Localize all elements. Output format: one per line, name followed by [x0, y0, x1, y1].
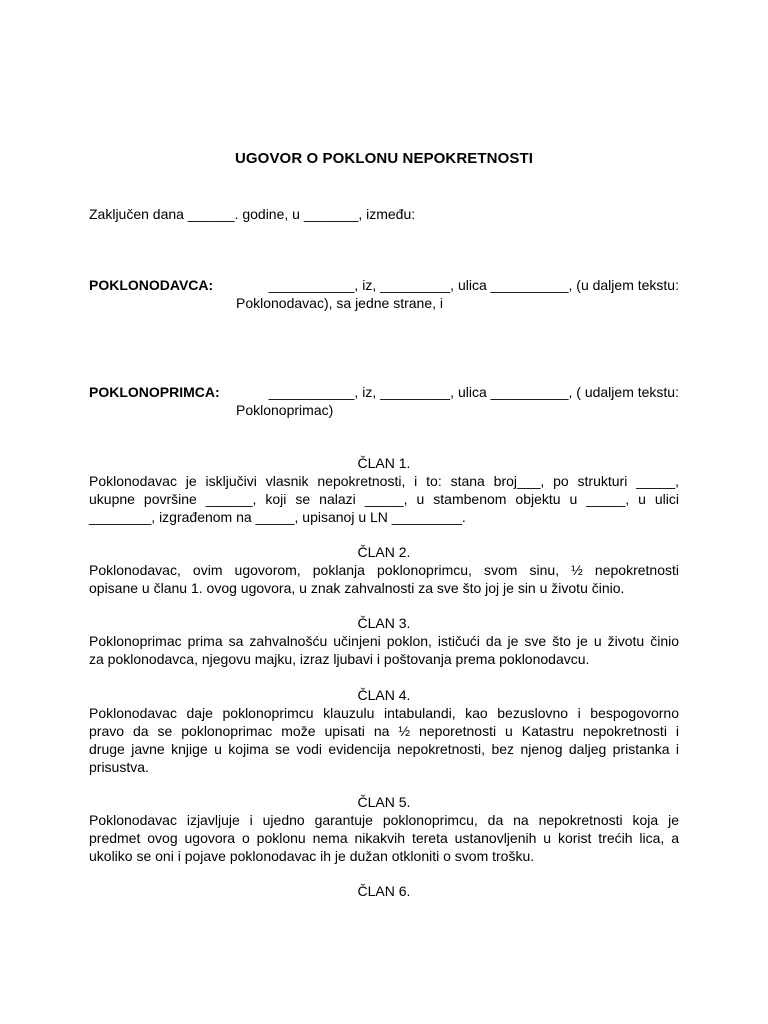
article-5-heading: ČLAN 5. [357, 794, 411, 810]
article-4-line: druge javne knjige u kojima se vodi evidencija nepokretnosti, bez njenog daljeg pristanka i [89, 741, 679, 757]
recipient-party-block [89, 383, 679, 419]
donor-continuation: Poklonodavac), sa jedne strane, i [236, 295, 444, 311]
article-3-heading: ČLAN 3. [357, 615, 411, 631]
recipient-label: POKLONOPRIMCA: [89, 384, 220, 400]
article-1-heading: ČLAN 1. [357, 455, 411, 471]
article-4-text [89, 704, 679, 776]
article-6-heading: ČLAN 6. [357, 883, 411, 899]
article-4-line: pravo da se poklonoprimac može upisati na ½ neporetnosti u Katastru nepokretnosti i [89, 723, 679, 739]
donor-party-block [89, 276, 679, 312]
document-title: UGOVOR O POKLONU NEPOKRETNOSTI [234, 150, 534, 167]
recipient-first-line [89, 383, 679, 401]
article-3-text [89, 632, 679, 668]
article-3-line: za poklonodavca, njegovu majku, izraz ljubavi i poštovanja prema poklonodavcu. [89, 651, 590, 667]
article-4-line: Poklonodavac daje poklonoprimcu klauzulu intabulandi, kao bezuslovno i bespogovorno [89, 705, 679, 721]
article-1-line: ukupne površine ______, koji se nalazi _____, u stambenom objektu u _____, u ulici [89, 491, 679, 507]
article-3-line: Poklonoprimac prima sa zahvalnošću učinjeni poklon, ističući da je sve što je u životu činio [89, 633, 679, 649]
article-1-line: Poklonodavac je isključivi vlasnik nepokretnosti, i to: stana broj___, po strukturi _____, [89, 473, 679, 489]
recipient-details: ___________, iz, _________, ulica __________, ( udaljem tekstu: [268, 384, 679, 400]
article-4-heading: ČLAN 4. [357, 687, 411, 703]
intro-line: Zaključen dana ______. godine, u _______, između: [89, 206, 416, 222]
article-5-text [89, 811, 679, 865]
donor-label: POKLONODAVCA: [89, 277, 214, 293]
article-5-line: Poklonodavac izjavljuje i ujedno garantuje poklonoprimcu, da na nepokretnosti koja je [89, 812, 679, 828]
recipient-continuation: Poklonoprimac) [236, 402, 334, 418]
article-1-text [89, 472, 679, 526]
donor-first-line [89, 276, 679, 294]
article-2-heading: ČLAN 2. [357, 544, 411, 560]
article-5-line: predmet ovog ugovora o poklonu nema nikakvih tereta ustanovljenih u korist trećih lica, a [89, 830, 679, 846]
donor-details: ___________, iz, _________, ulica __________, (u daljem tekstu: [268, 277, 679, 293]
article-2-line: Poklonodavac, ovim ugovorom, poklanja poklonoprimcu, svom sinu, ½ nepokretnosti [89, 562, 679, 578]
article-1-line: ________, izgrađenom na _____, upisanoj u LN _________. [89, 509, 466, 525]
article-4-line: prisustva. [89, 759, 149, 775]
article-2-text [89, 561, 679, 597]
article-2-line: opisane u članu 1. ovog ugovora, u znak zahvalnosti za sve što joj je sin u životu činio. [89, 580, 625, 596]
article-5-line: ukoliko se oni i pojave poklonodavac ih je dužan otkloniti o svom trošku. [89, 848, 535, 864]
